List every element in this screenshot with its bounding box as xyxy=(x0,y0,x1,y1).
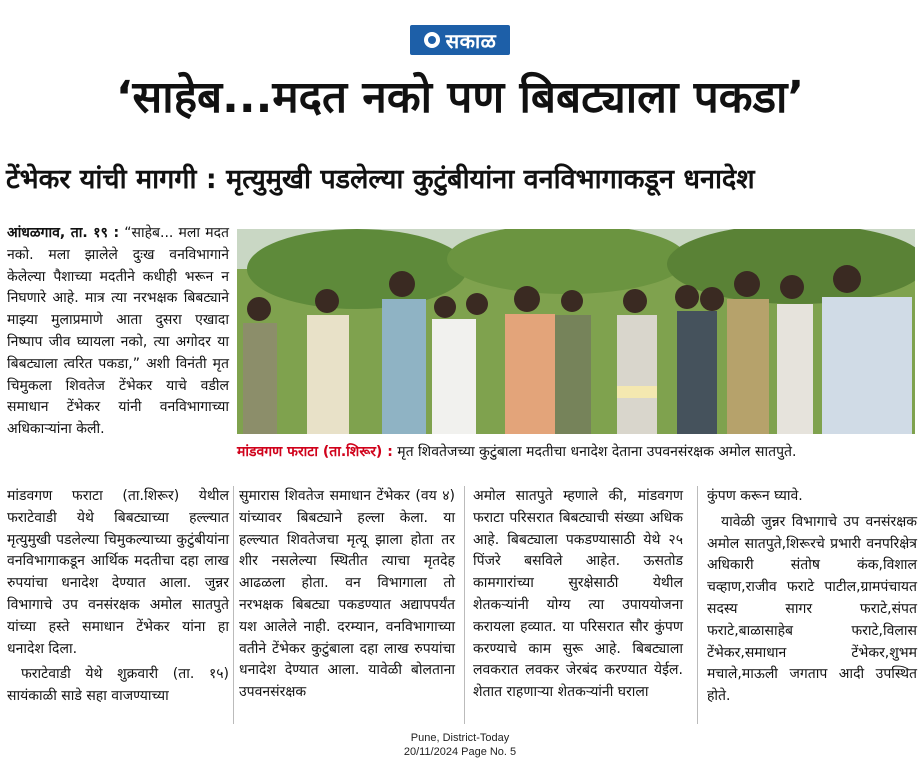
caption-text: मृत शिवतेजच्या कुटुंबाला मदतीचा धनादेश देताना उपवनसंरक्षक अमोल सातपुते. xyxy=(392,444,797,460)
article-column-3 xyxy=(473,486,683,708)
paragraph: अमोल सातपुते म्हणाले की, मांडवगण फराटा परिसरात बिबट्याची संख्या अधिक आहे. बिबट्याला पकडण्यासाठी येथे २५ पिंजरे बसविले आहेत. ऊसतोड कामगारांच्या सुरक्षेसाठी येथील शेतकऱ्यांनी योग्य त्या उपाययोजना करायला हव्यात. या परिसरात सौर कुंपण करण्याचे काम सुरू आहे. बिबट्याला लवकरात लवकर जेरबंद करण्यात येईल. शेतात राहणाऱ्या शेतकऱ्यांनी घराला xyxy=(473,488,683,701)
footer-edition: Pune, District-Today xyxy=(410,732,510,744)
lead-text: “साहेब... मला मदत नको. मला झालेले दुःख वनविभागाने केलेल्या पैशाच्या मदतीने कधीही भरून न निघणारे आहे. मात्र त्या नरभक्षक बिबट्याने माझ्या मुलाप्रमाणे आता दुसरा एखादा निष्पाप जीव घ्यायला नको, त्या अगोदर या बिबट्याला त्वरित पकडा,” अशी विनंती मृत चिमुकला शिवतेज टेंभेकर याचे वडील समाधान टेंभेकर यांनी वनविभागाच्या अधिकाऱ्यांना केली. xyxy=(7,225,230,438)
article-lead xyxy=(7,223,229,445)
footer-date-page: 20/11/2024 Page No. 5 xyxy=(403,746,517,758)
paragraph: यावेळी जुन्नर विभागाचे उप वनसंरक्षक अमोल सातपुते,शिरूरचे प्रभारी वनपरिक्षेत्र अधिकारी संतोष कंक,विशाल चव्हाण,राजीव फराटे पाटील,ग्रामपंचायत सदस्य सागर फराटे,संपत फराटे,बाळासाहेब फराटे,विलास टेंभेकर,समाधान टेंभेकर,शुभम मचाले,माऊली जगताप आदी उपस्थित होते. xyxy=(707,513,917,705)
logo-text: सकाळ xyxy=(445,28,497,53)
paragraph: सुमारास शिवतेज समाधान टेंभेकर (वय ४) यांच्यावर बिबट्याने हल्ला केला. या हल्ल्यात शिवतेजचा मृत्यू झाला होता तर शीर नसलेल्या स्थितीत त्याचा मृतदेह आढळला होता. वन विभागाला तो नरभक्षक बिबट्या पकडण्यात अद्यापपर्यंत यश आलेले नाही. दरम्यान, वनविभागाच्या वतीने टेंभेकर कुटुंबाला दहा लाख रुपयांचा धनादेश देण्यात आला. यावेळी बोलताना उपवनसंरक्षक xyxy=(239,488,455,701)
headline: ‘साहेब...मदत नको पण बिबट्याला पकडा’ xyxy=(115,72,805,123)
news-photo xyxy=(237,229,915,434)
caption-place: मांडवगण फराटा (ता.शिरूर) : xyxy=(237,444,393,460)
column-divider xyxy=(697,486,698,724)
paragraph: फराटेवाडी येथे शुक्रवारी (ता. १५) सायंकाळी साडे सहा वाजण्याच्या xyxy=(7,666,229,705)
paragraph: मांडवगण फराटा (ता.शिरूर) येथील फराटेवाडी येथे बिबट्याच्या हल्ल्यात मृत्युमुखी पडलेल्या चिमुकल्याच्या कुटुंबीयांना वनविभागाकडून आर्थिक मदतीचा दहा लाख रुपयांचा धनादेश देण्यात आला. जुन्नर विभागाचे उप वनसंरक्षक अमोल सातपुते यांच्या हस्ते समाधान टेंभेकर यांना हा धनादेश दिला. xyxy=(7,488,229,657)
article-column-4 xyxy=(707,486,917,712)
column-divider xyxy=(233,486,234,724)
masthead-logo xyxy=(410,25,510,55)
group-photo-illustration xyxy=(237,229,915,434)
subheadline: टेंभेकर यांची मागगी : मृत्युमुखी पडलेल्या कुटुंबीयांना वनविभागाकडून धनादेश xyxy=(6,164,755,195)
photo-caption xyxy=(237,437,915,467)
article-column-2 xyxy=(239,486,455,708)
column-divider xyxy=(464,486,465,724)
sakal-emblem-icon xyxy=(424,32,440,48)
article-column-1 xyxy=(7,486,229,712)
page-footer xyxy=(360,731,560,759)
paragraph: कुंपण करून घ्यावे. xyxy=(707,488,803,504)
dateline: आंधळगाव, ता. १९ : xyxy=(7,225,120,241)
